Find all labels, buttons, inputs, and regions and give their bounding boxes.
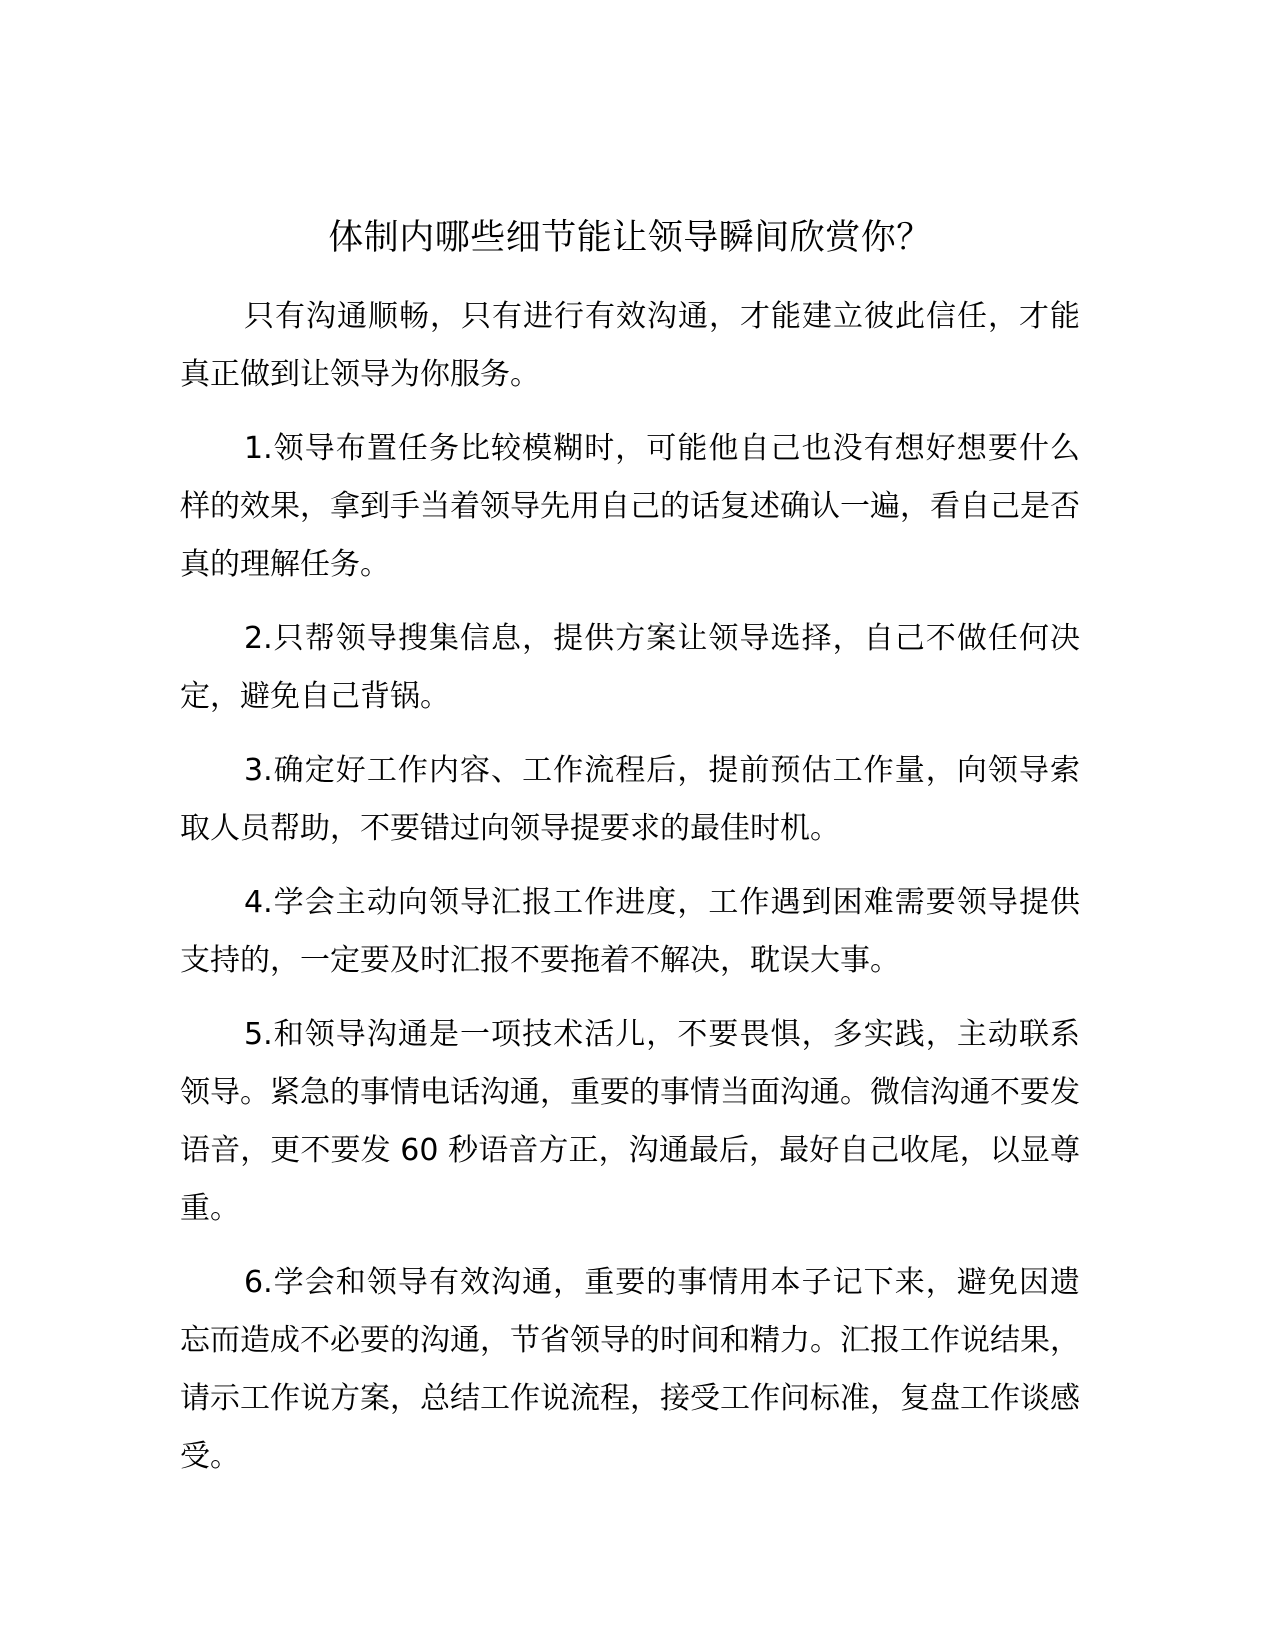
document-page: [180, 210, 1080, 1502]
paragraph-4: 4.学会主动向领导汇报工作进度，工作遇到困难需要领导提供支持的，一定要及时汇报不要拖着不解决，耽误大事。: [180, 885, 1080, 978]
paragraph-6: 6.学会和领导有效沟通，重要的事情用本子记下来，避免因遗忘而造成不必要的沟通，节省领导的时间和精力。汇报工作说结果，请示工作说方案，总结工作说流程，接受工作问标准，复盘工作谈感受。: [180, 1265, 1080, 1474]
paragraph-5: 5.和领导沟通是一项技术活儿，不要畏惧，多实践，主动联系领导。紧急的事情电话沟通，重要的事情当面沟通。微信沟通不要发语音，更不要发 60 秒语音方正，沟通最后，最好自己收尾，以显尊重。: [180, 1017, 1080, 1226]
paragraph-1: 1.领导布置任务比较模糊时，可能他自己也没有想好想要什么样的效果，拿到手当着领导先用自己的话复述确认一遍，看自己是否真的理解任务。: [180, 431, 1080, 582]
paragraph-3: 3.确定好工作内容、工作流程后，提前预估工作量，向领导索取人员帮助，不要错过向领导提要求的最佳时机。: [180, 753, 1080, 846]
paragraph-intro: 只有沟通顺畅，只有进行有效沟通，才能建立彼此信任，才能真正做到让领导为你服务。: [180, 299, 1080, 392]
paragraph-2: 2.只帮领导搜集信息，提供方案让领导选择，自己不做任何决定，避免自己背锅。: [180, 621, 1080, 714]
document-title: 体制内哪些细节能让领导瞬间欣赏你？: [328, 218, 932, 258]
